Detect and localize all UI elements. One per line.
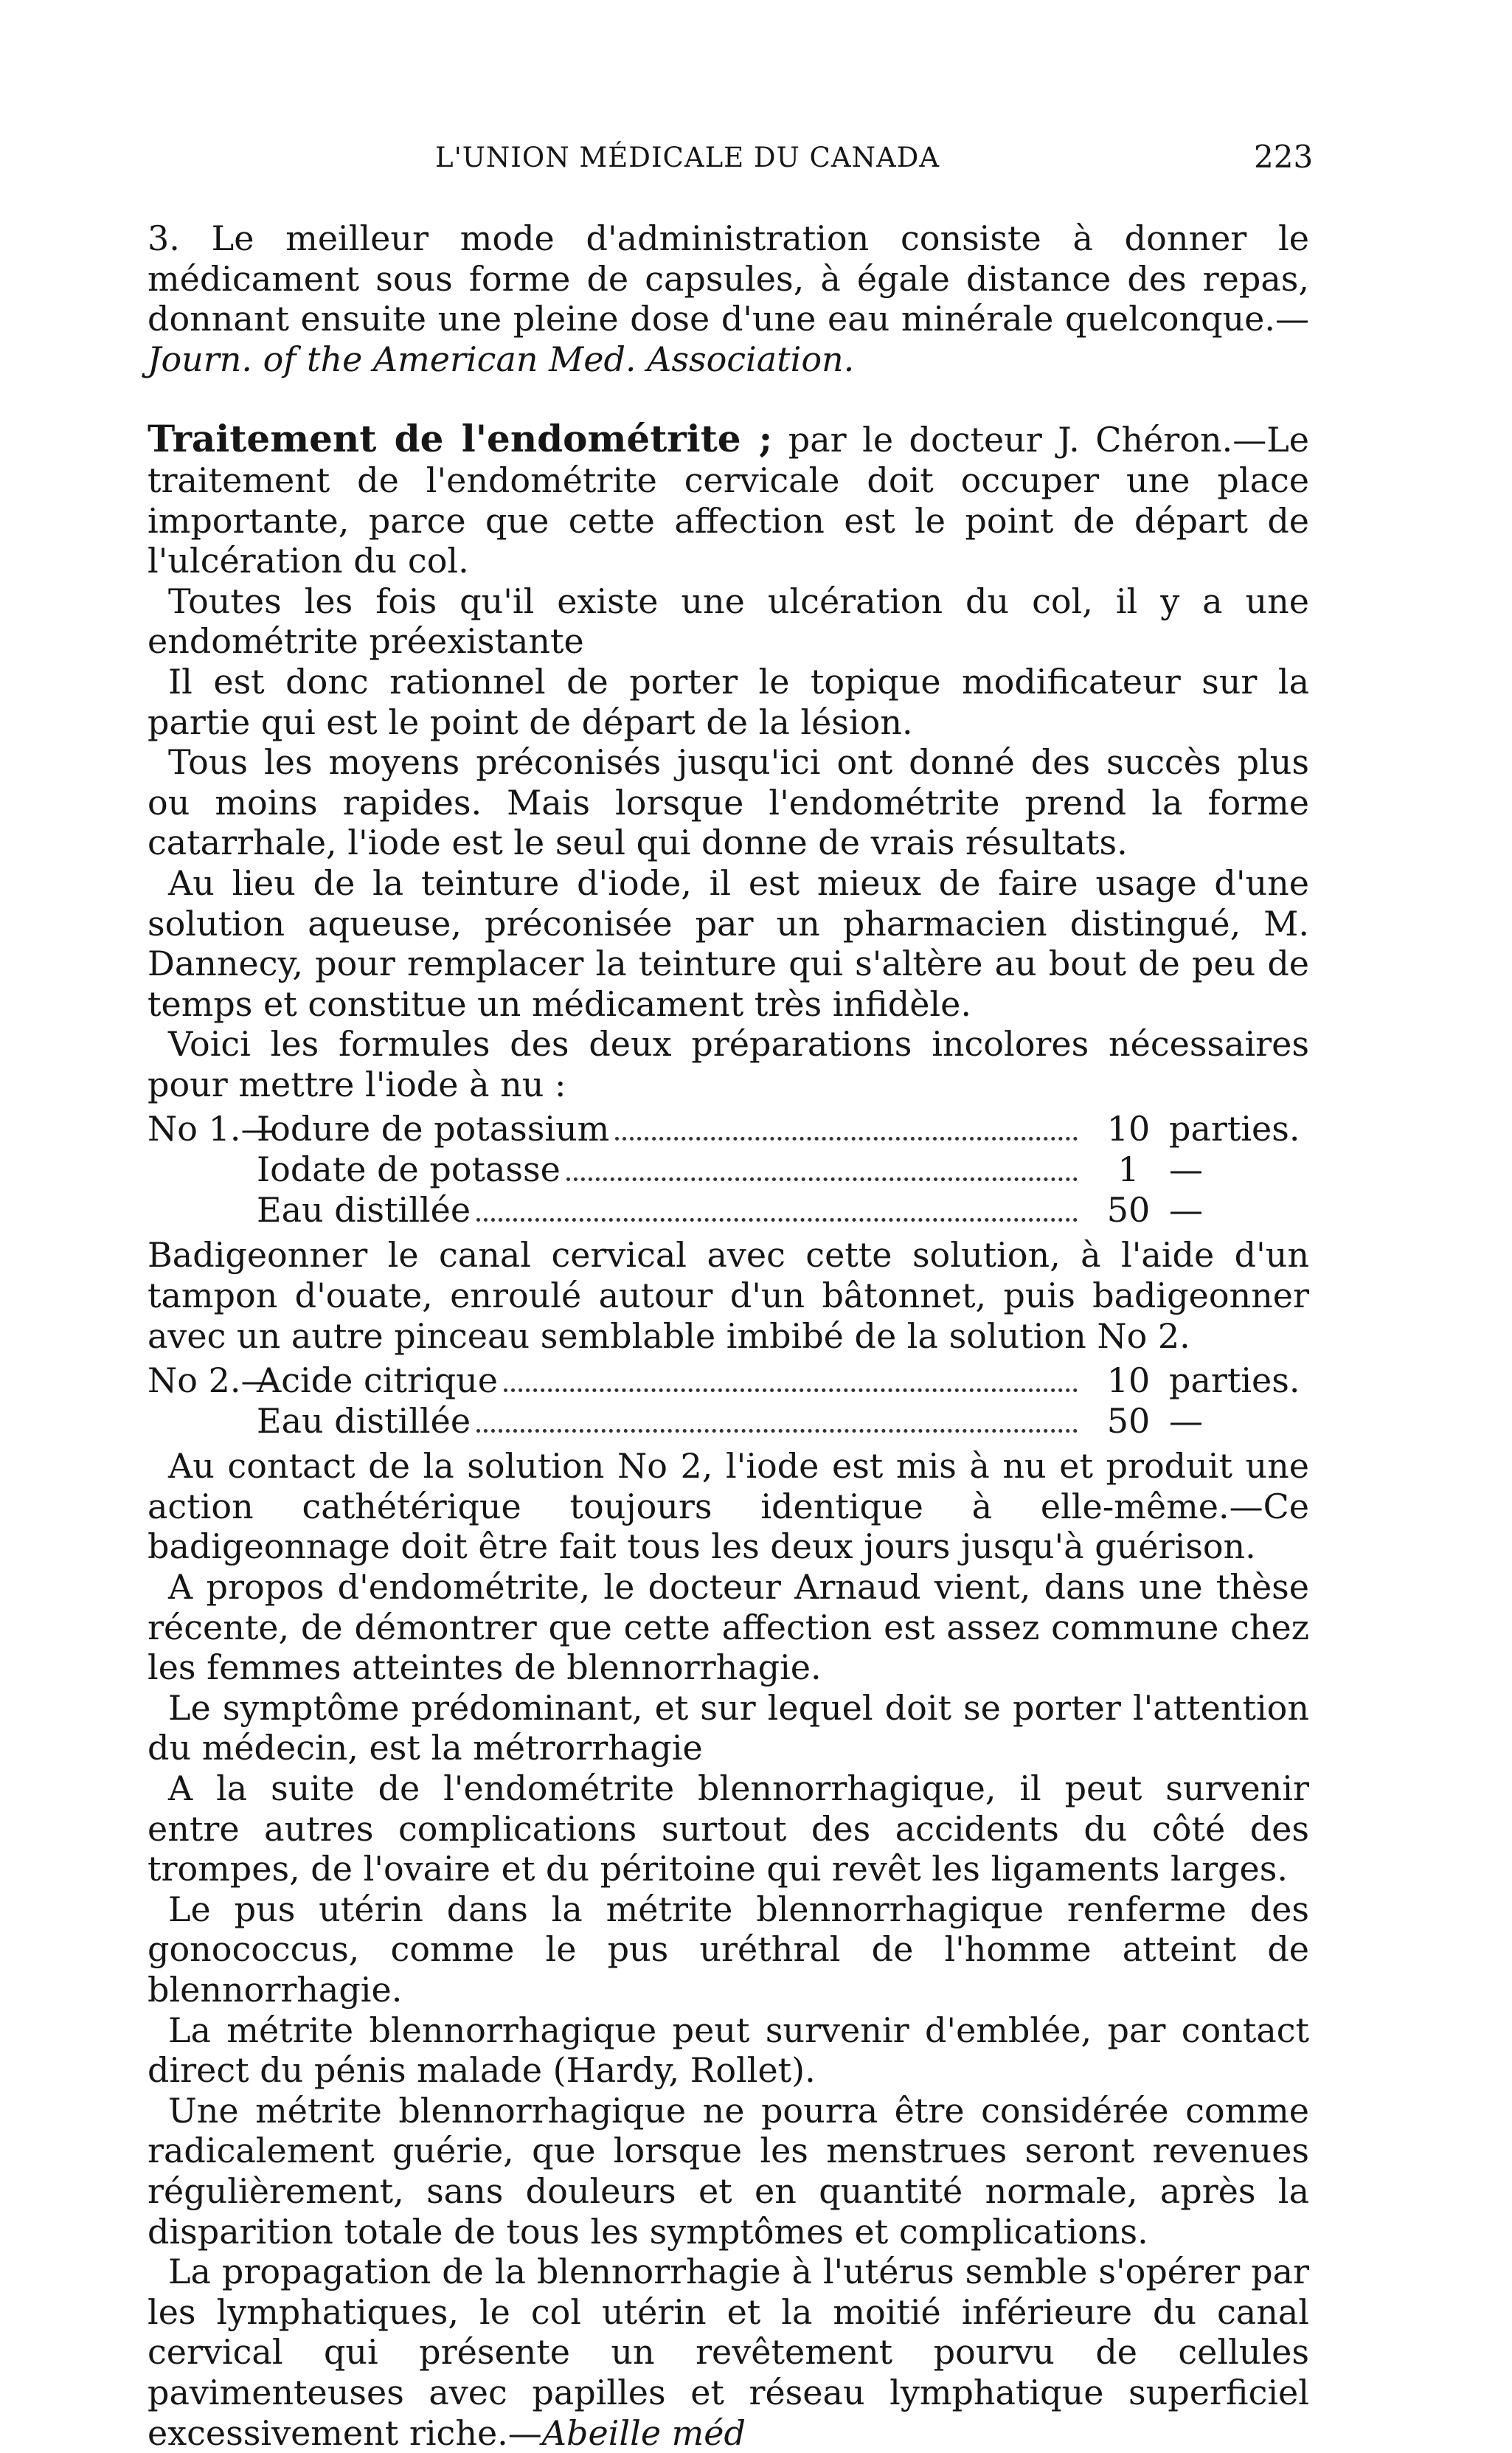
dot-leader — [566, 1177, 1078, 1181]
dot-leader — [476, 1429, 1078, 1433]
formula-row — [148, 1109, 1309, 1149]
ingredient-quantity: 50 — [1106, 1190, 1151, 1231]
ingredient-quantity: 1 — [1117, 1149, 1140, 1190]
ingredient-unit: — — [1169, 1190, 1203, 1231]
formula-row — [148, 1149, 1309, 1190]
article-paragraph: Au lieu de la teinture d'iode, il est mieux de faire usage d'une solution aqueuse, préconisée par un pharmacien distingué, M. Dannecy, pour remplacer la teinture qui s'altère au bout de peu de temps et constitue un médicament très infidèle. — [148, 862, 1309, 1024]
article-title: Traitement de l'endométrite ; — [148, 417, 773, 461]
dot-leader — [615, 1137, 1078, 1141]
article-paragraph: Tous les moyens préconisés jusqu'ici ont donné des succès plus ou moins rapides. Mais lorsque l'endométrite prend la forme catarrhale, l'iode est le seul qui donne de vrais résultats. — [148, 742, 1309, 863]
article-paragraph: 3. Le meilleur mode d'administration consiste à donner le médicament sous forme de capsules, à égale distance des repas, donnant ensuite une pleine dose d'une eau minérale quelconque.—Journ. of the American Med. Association. — [148, 218, 1309, 379]
formula-2 — [148, 1360, 1309, 1442]
ingredient-quantity: 10 — [1106, 1360, 1151, 1401]
page-number: 223 — [1254, 139, 1314, 175]
formula-row — [148, 1401, 1309, 1442]
formula-row — [148, 1190, 1309, 1231]
ingredient-name: Iodate de potasse — [257, 1149, 561, 1190]
body-text — [148, 218, 1309, 2453]
ingredient-quantity: 10 — [1106, 1109, 1151, 1149]
formula-label: No 1.— — [148, 1109, 275, 1149]
source-citation: Abeille méd — [541, 2412, 746, 2453]
article-paragraph: Le pus utérin dans la métrite blennorrhagique renferme des gonococcus, comme le pus uréthral de l'homme atteint de blennorrhagie. — [148, 1889, 1309, 2010]
ingredient-quantity: 50 — [1106, 1401, 1151, 1442]
source-citation: Journ. of the American Med. Association. — [148, 339, 855, 379]
article-paragraph: Au contact de la solution No 2, l'iode est mis à nu et produit une action cathétérique toujours identique à elle-même.—Ce badigeonnage doit être fait tous les deux jours jusqu'à guérison. — [148, 1446, 1309, 1567]
dot-leader — [504, 1388, 1078, 1392]
article-paragraph: Il est donc rationnel de porter le topique modificateur sur la partie qui est le point de départ de la lésion. — [148, 661, 1309, 742]
running-header: L'UNION MÉDICALE DU CANADA — [435, 142, 940, 173]
formula-label: No 2.— — [148, 1360, 275, 1401]
ingredient-unit: parties. — [1169, 1109, 1300, 1149]
ingredient-unit: — — [1169, 1149, 1203, 1190]
article-paragraph: A propos d'endométrite, le docteur Arnaud vient, dans une thèse récente, de démontrer que cette affection est assez commune chez les femmes atteintes de blennorrhagie. — [148, 1567, 1309, 1688]
ingredient-name: Eau distillée — [257, 1401, 471, 1442]
article-paragraph: La propagation de la blennorrhagie à l'utérus semble s'opérer par les lymphatiques, le col utérin et la moitié inférieure du canal cervical qui présente un revêtement pourvu de cellules pavimenteuses avec papilles et réseau lymphatique superficiel excessivement riche.—Abeille méd — [148, 2252, 1309, 2453]
article-paragraph: Une métrite blennorrhagique ne pourra être considérée comme radicalement guérie, que lorsque les menstrues seront revenues régulièrement, sans douleurs et en quantité normale, après la disparition totale de tous les symptômes et complications. — [148, 2090, 1309, 2252]
article-heading-paragraph: Traitement de l'endométrite ; par le docteur J. Chéron.—Le traitement de l'endométrite cervicale doit occuper une place importante, parce que cette affection est le point de départ de l'ulcération du col. — [148, 417, 1309, 581]
ingredient-unit: parties. — [1169, 1360, 1300, 1401]
article-paragraph: Le symptôme prédominant, et sur lequel doit se porter l'attention du médecin, est la métrorrhagie — [148, 1687, 1309, 1768]
formula-row — [148, 1360, 1309, 1401]
ingredient-unit: — — [1169, 1401, 1203, 1442]
article-paragraph: La métrite blennorrhagique peut survenir d'emblée, par contact direct du pénis malade (Hardy, Rollet). — [148, 2010, 1309, 2091]
article-paragraph: A la suite de l'endométrite blennorrhagique, il peut survenir entre autres complications surtout des accidents du côté des trompes, de l'ovaire et du péritoine qui revêt les ligaments larges. — [148, 1768, 1309, 1889]
formula-1 — [148, 1109, 1309, 1231]
article-paragraph: Voici les formules des deux préparations incolores nécessaires pour mettre l'iode à nu : — [148, 1024, 1309, 1104]
ingredient-name: Acide citrique — [257, 1360, 498, 1401]
dot-leader — [476, 1218, 1078, 1222]
article-paragraph: Toutes les fois qu'il existe une ulcération du col, il y a une endométrite préexistante — [148, 581, 1309, 662]
article-paragraph: Badigeonner le canal cervical avec cette solution, à l'aide d'un tampon d'ouate, enroulé autour d'un bâtonnet, puis badigeonner avec un autre pinceau semblable imbibé de la solution No 2. — [148, 1235, 1309, 1356]
ingredient-name: Iodure de potassium — [257, 1109, 610, 1149]
ingredient-name: Eau distillée — [257, 1190, 471, 1231]
